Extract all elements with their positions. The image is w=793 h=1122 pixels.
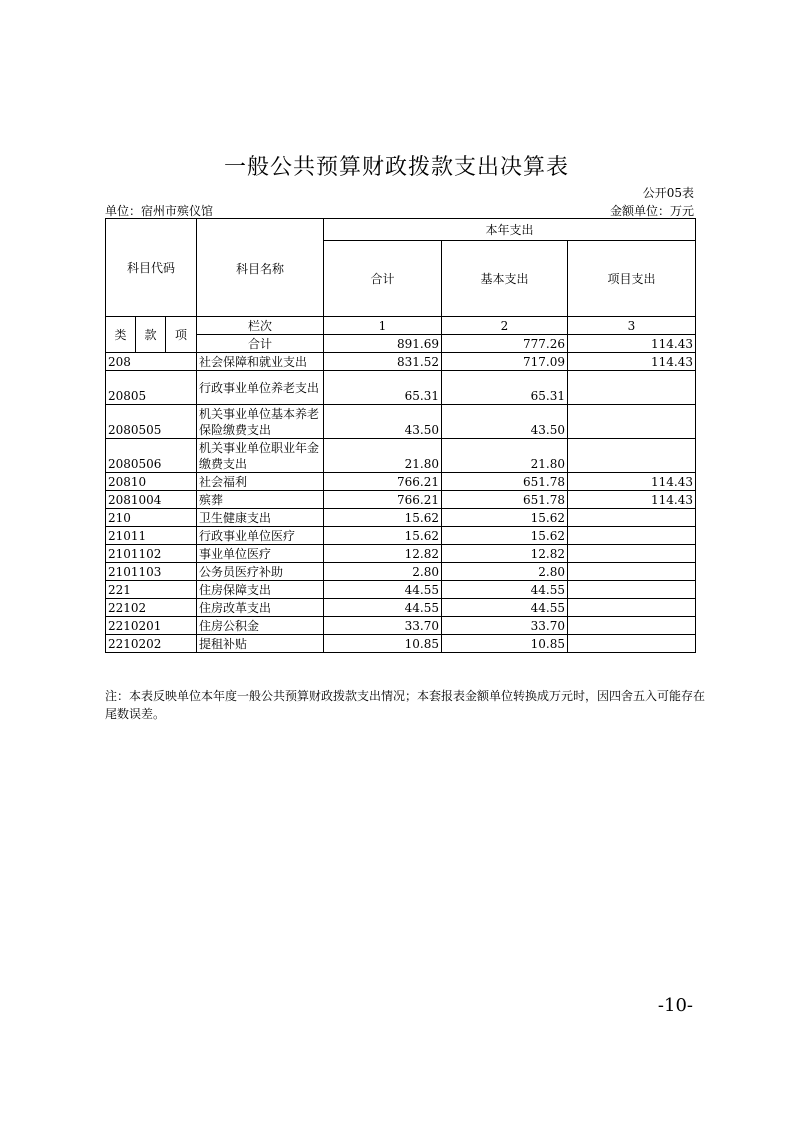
row-code: 2101103 (106, 563, 197, 581)
row-code: 208 (106, 353, 197, 371)
row-project (568, 563, 696, 581)
row-project (568, 617, 696, 635)
header-kuan: 款 (136, 317, 166, 353)
row-basic: 21.80 (442, 439, 568, 473)
row-code: 2080505 (106, 405, 197, 439)
row-name: 住房改革支出 (197, 599, 324, 617)
row-project (568, 405, 696, 439)
row-total: 21.80 (324, 439, 442, 473)
row-project (568, 545, 696, 563)
header-code: 科目代码 (106, 219, 197, 317)
row-project (568, 371, 696, 405)
row-name: 殡葬 (197, 491, 324, 509)
header-column-no: 栏次 (197, 317, 324, 335)
row-name: 社会保障和就业支出 (197, 353, 324, 371)
row-name: 事业单位医疗 (197, 545, 324, 563)
table-row (106, 509, 696, 527)
row-total: 43.50 (324, 405, 442, 439)
row-project (568, 599, 696, 617)
table-row (106, 527, 696, 545)
row-name: 机关事业单位职业年金缴费支出 (197, 439, 324, 473)
row-total: 15.62 (324, 527, 442, 545)
row-code: 2080506 (106, 439, 197, 473)
row-total: 65.31 (324, 371, 442, 405)
row-name: 公务员医疗补助 (197, 563, 324, 581)
row-total: 15.62 (324, 509, 442, 527)
row-name: 机关事业单位基本养老保险缴费支出 (197, 405, 324, 439)
row-code: 20805 (106, 371, 197, 405)
row-project: 114.43 (568, 473, 696, 491)
row-name: 行政事业单位养老支出 (197, 371, 324, 405)
row-basic: 717.09 (442, 353, 568, 371)
table-row (106, 635, 696, 653)
header-basic: 基本支出 (442, 241, 568, 317)
row-code: 210 (106, 509, 197, 527)
page-title: 一般公共预算财政拨款支出决算表 (223, 155, 569, 180)
row-basic: 2.80 (442, 563, 568, 581)
row-project (568, 509, 696, 527)
header-row-1 (106, 219, 696, 241)
row-basic: 43.50 (442, 405, 568, 439)
header-project: 项目支出 (568, 241, 696, 317)
row-basic: 651.78 (442, 491, 568, 509)
expenditure-table (105, 218, 696, 653)
table-row (106, 545, 696, 563)
total-total: 891.69 (324, 335, 442, 353)
row-project (568, 581, 696, 599)
table-row (106, 353, 696, 371)
row-name: 住房公积金 (197, 617, 324, 635)
row-basic: 15.62 (442, 527, 568, 545)
table-row (106, 473, 696, 491)
header-current-year: 本年支出 (324, 219, 696, 241)
row-code: 221 (106, 581, 197, 599)
row-basic: 10.85 (442, 635, 568, 653)
row-name: 提租补贴 (197, 635, 324, 653)
row-total: 766.21 (324, 473, 442, 491)
row-code: 20810 (106, 473, 197, 491)
row-basic: 44.55 (442, 581, 568, 599)
table-row (106, 617, 696, 635)
table-row (106, 599, 696, 617)
header-lei: 类 (106, 317, 136, 353)
unit-label: 单位：宿州市殡仪馆 (105, 204, 214, 218)
row-total: 44.55 (324, 599, 442, 617)
header-name: 科目名称 (197, 219, 324, 317)
table-row (106, 439, 696, 473)
header-total: 合计 (324, 241, 442, 317)
row-total: 33.70 (324, 617, 442, 635)
row-total: 766.21 (324, 491, 442, 509)
table-row (106, 491, 696, 509)
row-project: 114.43 (568, 491, 696, 509)
page-number: -10- (657, 995, 693, 1016)
amount-unit-label: 金额单位：万元 (609, 204, 694, 218)
row-basic: 651.78 (442, 473, 568, 491)
row-code: 2101102 (106, 545, 197, 563)
row-basic: 33.70 (442, 617, 568, 635)
row-basic: 12.82 (442, 545, 568, 563)
row-name: 社会福利 (197, 473, 324, 491)
column-number-row (106, 317, 696, 335)
table-row (106, 581, 696, 599)
row-code: 2210202 (106, 635, 197, 653)
form-number: 公开05表 (642, 186, 694, 200)
row-basic: 15.62 (442, 509, 568, 527)
row-total: 12.82 (324, 545, 442, 563)
row-total: 831.52 (324, 353, 442, 371)
column-1: 1 (324, 317, 442, 335)
row-total: 44.55 (324, 581, 442, 599)
total-project: 114.43 (568, 335, 696, 353)
row-name: 行政事业单位医疗 (197, 527, 324, 545)
row-total: 10.85 (324, 635, 442, 653)
row-project (568, 439, 696, 473)
row-basic: 65.31 (442, 371, 568, 405)
table-row (106, 563, 696, 581)
table-row (106, 371, 696, 405)
row-total: 2.80 (324, 563, 442, 581)
row-code: 2210201 (106, 617, 197, 635)
row-project: 114.43 (568, 353, 696, 371)
row-code: 2081004 (106, 491, 197, 509)
table-row (106, 405, 696, 439)
row-code: 22102 (106, 599, 197, 617)
column-3: 3 (568, 317, 696, 335)
row-project (568, 635, 696, 653)
header-xiang: 项 (166, 317, 197, 353)
total-label: 合计 (197, 335, 324, 353)
row-project (568, 527, 696, 545)
column-2: 2 (442, 317, 568, 335)
row-name: 住房保障支出 (197, 581, 324, 599)
row-basic: 44.55 (442, 599, 568, 617)
total-basic: 777.26 (442, 335, 568, 353)
row-code: 21011 (106, 527, 197, 545)
table-note: 注：本表反映单位本年度一般公共预算财政拨款支出情况；本套报表金额单位转换成万元时，因四舍五入可能存在尾数误差。 (105, 689, 706, 721)
row-name: 卫生健康支出 (197, 509, 324, 527)
